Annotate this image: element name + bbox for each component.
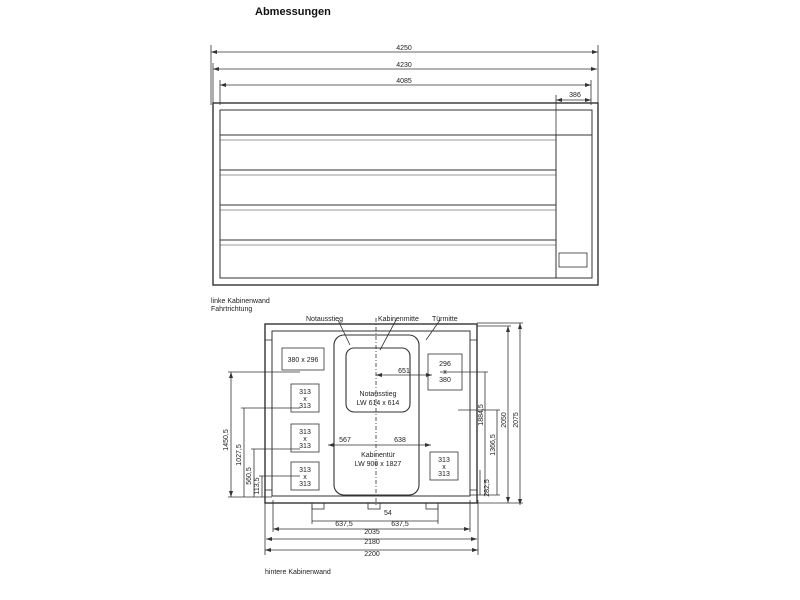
kabinentuer-title: Kabinentür	[361, 452, 395, 459]
dim-638: 638	[394, 437, 406, 444]
foot	[368, 503, 380, 509]
opening-label: 313	[299, 389, 311, 396]
dim-6375a: 637,5	[335, 521, 353, 528]
label-linke-kabinenwand: linke Kabinenwand	[211, 298, 270, 305]
kabinentuer-size: LW 900 x 1827	[354, 461, 402, 468]
label-kabinenmitte: Kabinenmitte	[378, 316, 419, 323]
dim-4230: 4230	[396, 62, 412, 69]
leader-tuermitte	[426, 320, 440, 340]
top-arrowheads	[211, 50, 598, 102]
cabin-outline-top	[213, 103, 598, 285]
opening-label: x	[443, 369, 447, 376]
foot	[312, 503, 324, 509]
label-fahrtrichtung: Fahrtrichtung	[211, 306, 253, 313]
dim-5605: 560,5	[246, 467, 253, 485]
opening-label: 380	[439, 377, 451, 384]
opening-label: 313	[299, 443, 311, 450]
dim-10275: 1027,5	[236, 444, 243, 466]
opening-label: 313	[299, 467, 311, 474]
dim-13665: 1366,5	[490, 434, 497, 456]
dim-1135: 113,5	[254, 477, 261, 495]
opening-label: 313	[299, 481, 311, 488]
opening-label: x	[442, 464, 446, 471]
dim-2180: 2180	[364, 539, 380, 546]
dim-6375b: 637,5	[391, 521, 409, 528]
dim-2825: 282,5	[484, 479, 491, 497]
dim-2035: 2035	[364, 529, 380, 536]
opening-label: 313	[299, 403, 311, 410]
label-tuermitte: Türmitte	[432, 316, 458, 323]
dim-18845: 1884,5	[478, 404, 485, 426]
notausstieg-size: LW 614 x 614	[356, 400, 400, 407]
opening-label: 313	[438, 471, 450, 478]
dim-2200: 2200	[364, 551, 380, 558]
plan-view	[228, 318, 523, 555]
notausstieg-title: Notausstieg	[359, 391, 397, 398]
opening-label: 380 x 296	[287, 357, 319, 364]
door-panel-top	[556, 135, 592, 278]
dim-4250: 4250	[396, 45, 412, 52]
dim-4085: 4085	[396, 78, 412, 85]
opening-label: x	[303, 474, 307, 481]
opening-label: x	[303, 396, 307, 403]
label-notausstieg: Notausstieg	[306, 316, 343, 323]
dim-651: 651	[398, 368, 410, 375]
dim-567: 567	[339, 437, 351, 444]
door-handle-top	[559, 253, 587, 267]
dim-54: 54	[384, 510, 392, 517]
opening-label: 296	[439, 361, 451, 368]
dim-2075: 2075	[513, 412, 520, 428]
opening-label: x	[303, 436, 307, 443]
foot	[426, 503, 438, 509]
dim-14505: 1450,5	[223, 429, 230, 451]
dim-2050: 2050	[501, 412, 508, 428]
opening-label: 313	[438, 457, 450, 464]
dim-386: 386	[569, 92, 581, 99]
label-hintere-kabinenwand: hintere Kabinenwand	[265, 569, 331, 576]
page-title: Abmessungen	[255, 6, 331, 18]
door-zone	[334, 335, 419, 495]
opening-label: 313	[299, 429, 311, 436]
